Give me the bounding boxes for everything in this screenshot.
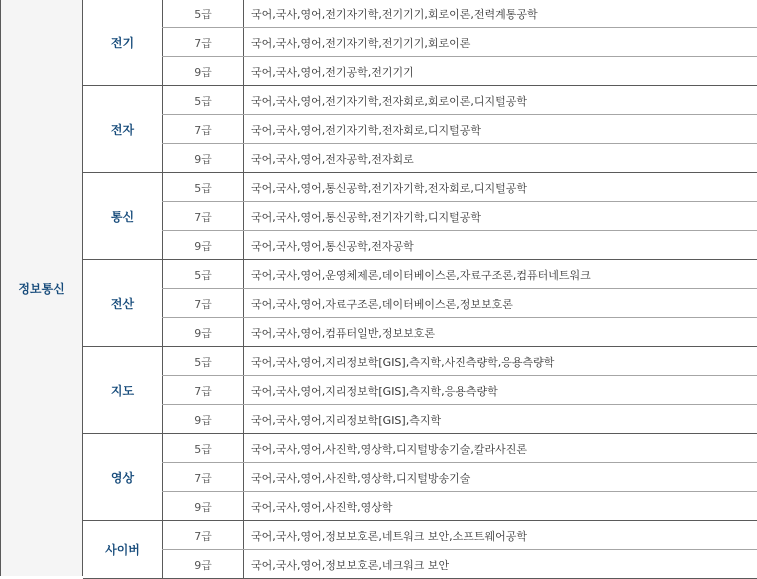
grade-cell: 9급 [162,57,244,86]
grade-cell: 7급 [162,115,244,144]
subjects-cell: 국어,국사,영어,자료구조론,데이터베이스론,정보보호론 [244,289,757,318]
subjects-cell: 국어,국사,영어,지리정보학[GIS],측지학,사진측량학,응용측량학 [244,347,757,376]
grade-cell: 9급 [162,231,244,260]
group-name-cell [83,260,162,347]
group-name-cell [83,347,162,434]
category-cell [0,0,83,576]
subjects-cell: 국어,국사,영어,사진학,영상학,디지털방송기술 [244,463,757,492]
grade-cell: 7급 [162,463,244,492]
subjects-cell: 국어,국사,영어,전기자기학,전자회로,디지털공학 [244,115,757,144]
grade-cell: 5급 [162,434,244,463]
subjects-cell: 국어,국사,영어,통신공학,전기자기학,전자회로,디지털공학 [244,173,757,202]
group-name: 통신 [110,209,135,224]
subjects-cell: 국어,국사,영어,정보보호론,네크워크 보안 [244,550,757,579]
grade-cell: 7급 [162,289,244,318]
subjects-cell: 국어,국사,영어,전기자기학,전자회로,회로이론,디지털공학 [244,86,757,115]
subjects-cell: 국어,국사,영어,통신공학,전자공학 [244,231,757,260]
grade-cell: 9급 [162,405,244,434]
subjects-cell: 국어,국사,영어,지리정보학[GIS],측지학,응용측량학 [244,376,757,405]
subjects-cell: 국어,국사,영어,사진학,영상학 [244,492,757,521]
subjects-cell: 국어,국사,영어,전기자기학,전기기기,회로이론 [244,28,757,57]
grade-cell: 9급 [162,492,244,521]
subjects-cell: 국어,국사,영어,지리정보학[GIS],측지학 [244,405,757,434]
group-name: 사이버 [105,543,140,557]
grade-cell: 5급 [162,86,244,115]
subjects-cell: 국어,국사,영어,운영체제론,데이터베이스론,자료구조론,컴퓨터네트워크 [244,260,757,289]
subjects-cell: 국어,국사,영어,컴퓨터일반,정보보호론 [244,318,757,347]
grade-cell: 7급 [162,202,244,231]
grade-cell: 7급 [162,376,244,405]
group-name: 전산 [110,296,135,311]
group-name: 영상 [110,470,135,485]
group-name-cell [83,521,162,579]
subjects-cell: 국어,국사,영어,전기공학,전기기기 [244,57,757,86]
group-name-cell [83,434,162,521]
grade-cell: 5급 [162,173,244,202]
group-name: 전자 [110,122,135,137]
subjects-cell: 국어,국사,영어,전기자기학,전기기기,회로이론,전력계통공학 [244,0,757,28]
grade-cell: 5급 [162,347,244,376]
grade-cell: 7급 [162,28,244,57]
grade-cell: 5급 [162,260,244,289]
grade-cell: 9급 [162,144,244,173]
group-name-cell [83,86,162,173]
group-name: 지도 [110,383,135,398]
grade-cell: 9급 [162,318,244,347]
group-name-cell [83,0,162,86]
subjects-cell: 국어,국사,영어,정보보호론,네트워크 보안,소프트웨어공학 [244,521,757,550]
subjects-cell: 국어,국사,영어,사진학,영상학,디지털방송기술,칼라사진론 [244,434,757,463]
grade-cell: 5급 [162,0,244,28]
grade-cell: 9급 [162,550,244,579]
subjects-cell: 국어,국사,영어,통신공학,전기자기학,디지털공학 [244,202,757,231]
category-label: 정보통신 [18,281,65,296]
group-name-cell [83,173,162,260]
group-name: 전기 [110,35,135,50]
subjects-cell: 국어,국사,영어,전자공학,전자회로 [244,144,757,173]
grade-cell: 7급 [162,521,244,550]
